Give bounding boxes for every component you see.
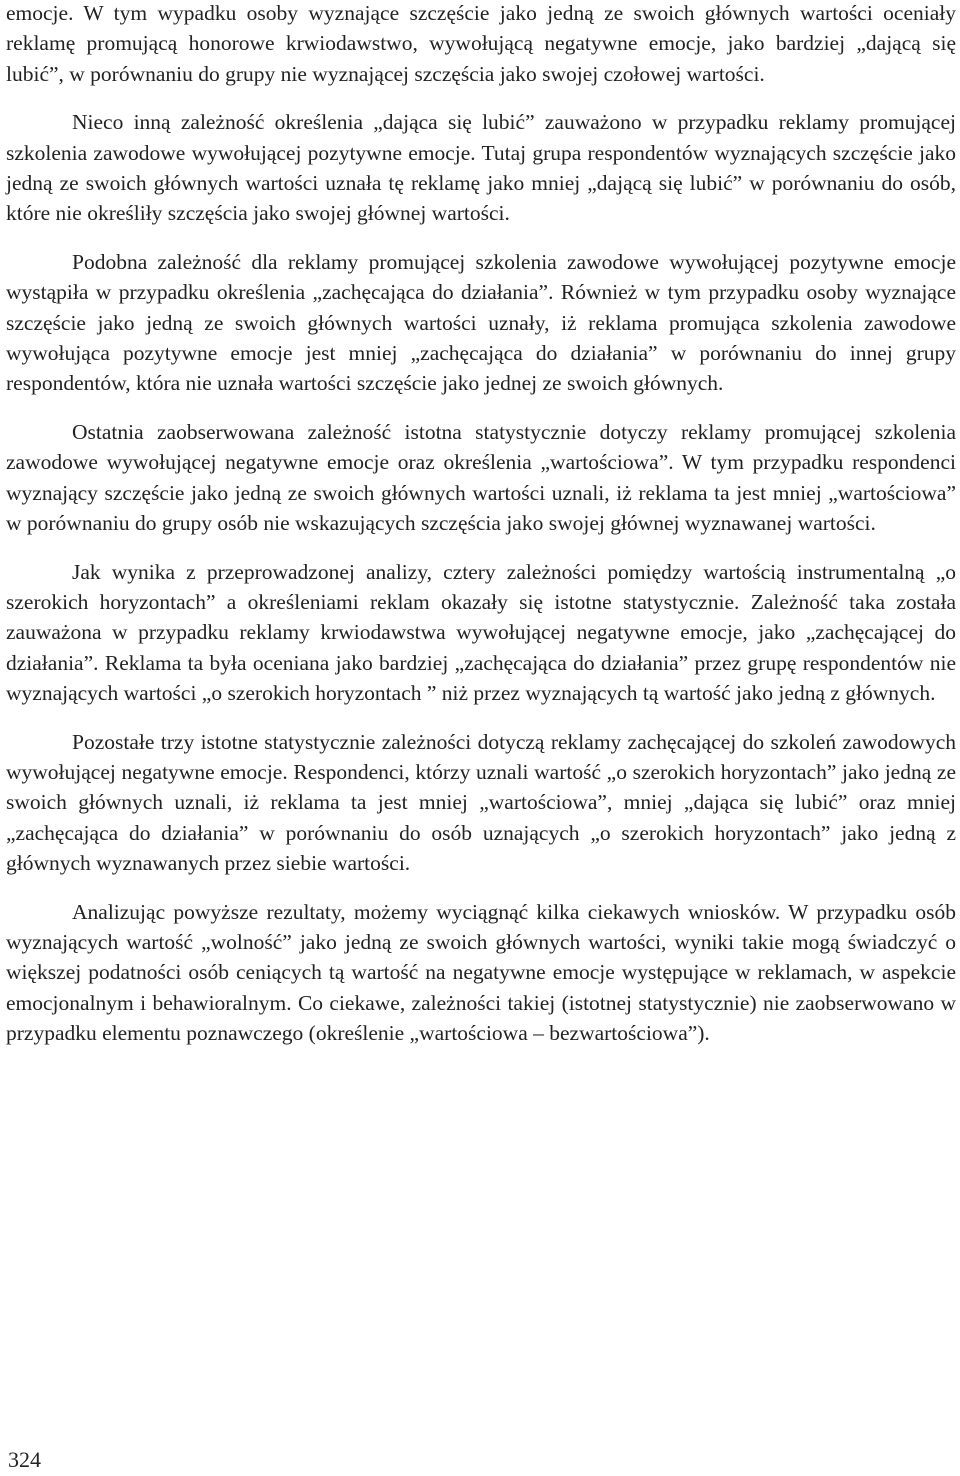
paragraph-4: Ostatnia zaobserwowana zależność istotna statystycznie dotyczy reklamy promującej szkolenia zawodowe wywołującej negatywne emocje oraz określenia „wartościowa”. W tym przypadku respondenci wyznający szczęście jako jedną ze swoich głównych wartości uznali, iż reklama ta jest mniej „wartościowa” w porównaniu do grupy osób nie wskazujących szczęścia jako swojej głównej wyznawanej wartości. (6, 419, 956, 536)
paragraph-1: emocje. W tym wypadku osoby wyznające szczęście jako jedną ze swoich głównych wartości oceniały reklamę promującą honorowe krwiodawstwo, wywołującą negatywne emocje, jako bardziej „dającą się lubić”, w porównaniu do grupy nie wyznającej szczęścia jako swojej czołowej wartości. (6, 1, 956, 86)
paragraph-5: Jak wynika z przeprowadzonej analizy, cztery zależności pomiędzy wartością instrumentalną „o szerokich horyzontach” a określeniami reklam okazały się istotne statystycznie. Zależność taka została zauważona w przypadku reklamy krwiodawstwa wywołującej negatywne emocje, jako „zachęcającej do działania”. Reklama ta była oceniana jako bardziej „zachęcająca do działania” przez grupę respondentów nie wyznających wartości „o szerokich horyzontach ” niż przez wyznających tą wartość jako jedną z głównych. (6, 559, 956, 706)
paragraph-7: Analizując powyższe rezultaty, możemy wyciągnąć kilka ciekawych wniosków. W przypadku osób wyznających wartość „wolność” jako jedną ze swoich głównych wartości, wyniki takie mogą świadczyć o większej podatności osób ceniących tą wartość na negatywne emocje występujące w reklamach, w aspekcie emocjonalnym i behawioralnym. Co ciekawe, zależności takiej (istotnej statystycznie) nie zaobserwowano w przypadku elementu poznawczego (określenie „wartościowa – bezwartościowa”). (6, 899, 956, 1046)
paragraph-6: Pozostałe trzy istotne statystycznie zależności dotyczą reklamy zachęcającej do szkoleń zawodowych wywołującej negatywne emocje. Respondenci, którzy uznali wartość „o szerokich horyzontach” jako jedną ze swoich głównych uznali, iż reklama ta jest mniej „wartościowa”, mniej „dająca się lubić” oraz mniej „zachęcająca do działania” w porównaniu do osób uznających „o szerokich horyzontach” jako jedną z głównych wyznawanych przez siebie wartości. (6, 729, 956, 876)
document-page (6, 0, 956, 1067)
paragraph-2: Nieco inną zależność określenia „dająca się lubić” zauważono w przypadku reklamy promującej szkolenia zawodowe wywołującej pozytywne emocje. Tutaj grupa respondentów wyznających szczęście jako jedną ze swoich głównych wartości uznała tę reklamę jako mniej „dającą się lubić” w porównaniu do osób, które nie określiły szczęścia jako swojej głównej wartości. (6, 110, 956, 226)
page-number: 324 (8, 1447, 41, 1472)
paragraph-3: Podobna zależność dla reklamy promującej szkolenia zawodowe wywołującej pozytywne emocje wystąpiła w przypadku określenia „zachęcająca do działania”. Również w tym przypadku osoby wyznające szczęście jako jedną ze swoich głównych wartości uznały, iż reklama promująca szkolenia zawodowe wywołująca pozytywne emocje jest mniej „zachęcająca do działania” w porównaniu do innej grupy respondentów, która nie uznała wartości szczęście jako jednej ze swoich głównych. (6, 249, 956, 396)
